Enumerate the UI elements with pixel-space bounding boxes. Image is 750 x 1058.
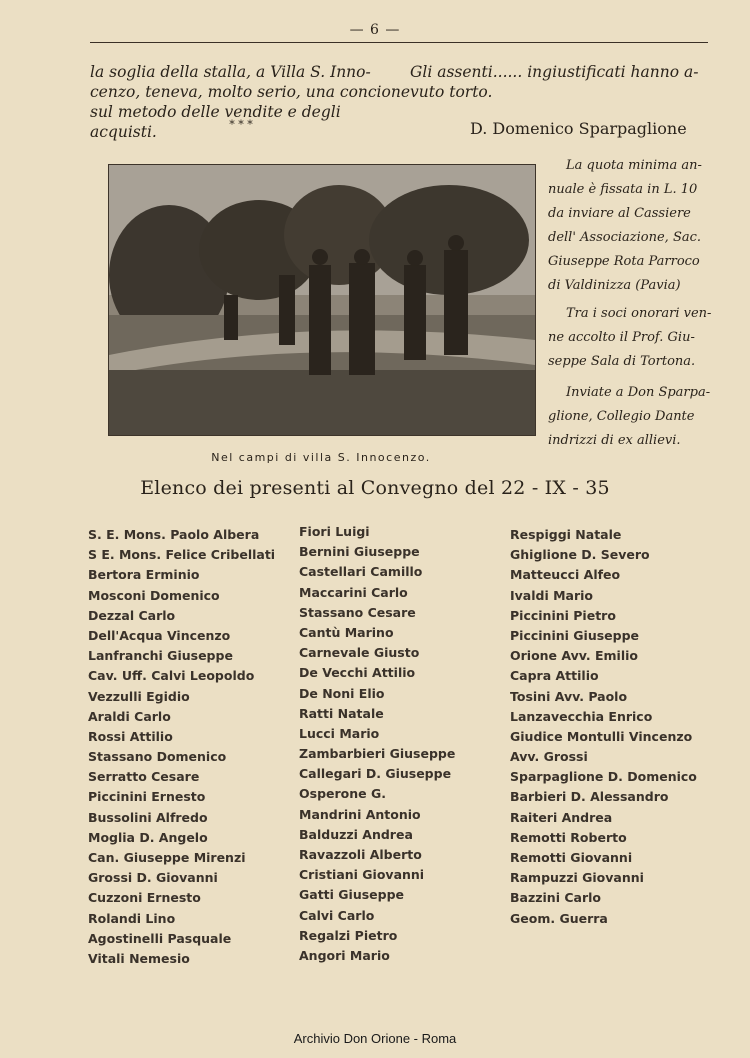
signature: D. Domenico Sparpaglione xyxy=(470,119,687,138)
list-item: Matteucci Alfeo xyxy=(510,567,621,583)
list-item: Can. Giuseppe Mirenzi xyxy=(88,850,246,865)
photo-caption: Nel campi di villa S. Innocenzo. xyxy=(211,451,431,464)
list-item: Rossi Attilio xyxy=(88,728,173,744)
names-column-1 xyxy=(88,525,275,969)
list-item: Moglia D. Angelo xyxy=(88,829,208,845)
list-heading: Elenco dei presenti al Convegno del 22 - IX - 35 xyxy=(140,477,610,499)
list-item: Lanzavecchia Enrico xyxy=(510,708,653,724)
list-item: Zambarbieri Giuseppe xyxy=(299,746,456,762)
list-item: Geom. Guerra xyxy=(510,910,608,926)
list-item: Vitali Nemesio xyxy=(88,950,190,966)
header-rule xyxy=(90,42,708,43)
list-item: Calvi Carlo xyxy=(299,907,375,923)
list-item: Barbieri D. Alessandro xyxy=(510,789,669,805)
text-line: dell' Associazione, Sac. xyxy=(548,230,702,245)
names-column-2 xyxy=(299,522,455,966)
list-item: De Noni Elio xyxy=(299,685,385,701)
text-line: sul metodo delle vendite e degli acquisti. xyxy=(90,103,341,141)
list-item: Bernini Giuseppe xyxy=(299,544,420,560)
text-line: Inviate a Don Sparpa- xyxy=(566,385,711,400)
list-item: Ravazzoli Alberto xyxy=(299,847,422,862)
list-item: Grossi D. Giovanni xyxy=(88,870,218,886)
list-item: Bertora Erminio xyxy=(88,567,200,583)
list-item: Giudice Montulli Vincenzo xyxy=(510,728,693,744)
list-item: Tosini Avv. Paolo xyxy=(510,688,628,704)
side-note-paragraph xyxy=(548,302,713,374)
list-item: Lanfranchi Giuseppe xyxy=(88,648,233,664)
list-item: Avv. Grossi xyxy=(510,749,588,765)
text-line: ne accolto il Prof. Giu- xyxy=(548,330,695,345)
list-item: Dell'Acqua Vincenzo xyxy=(88,627,231,643)
list-item: De Vecchi Attilio xyxy=(299,665,416,681)
text-line: vuto torto. xyxy=(410,83,493,101)
list-item: Stassano Domenico xyxy=(88,749,227,765)
text-line: la soglia della stalla, a Villa S. Inno- xyxy=(90,63,371,81)
list-item: Remotti Roberto xyxy=(510,829,627,845)
list-item: Gatti Giuseppe xyxy=(299,887,405,903)
side-note xyxy=(548,154,713,298)
list-item: Angori Mario xyxy=(299,947,390,963)
list-item: Bussolini Alfredo xyxy=(88,809,208,825)
list-item: Carnevale Giusto xyxy=(299,645,420,661)
list-item: Orione Avv. Emilio xyxy=(510,648,639,664)
page-number: — 6 — xyxy=(349,22,401,38)
list-item: Cristiani Giovanni xyxy=(299,867,425,883)
list-item: Mandrini Antonio xyxy=(299,806,421,822)
list-item: Vezzulli Egidio xyxy=(88,688,190,704)
list-item: Stassano Cesare xyxy=(299,604,416,620)
text-line: La quota minima an- xyxy=(566,158,702,173)
list-item: S E. Mons. Felice Cribellati xyxy=(88,547,276,563)
text-line: nuale è fissata in L. 10 xyxy=(548,182,698,197)
list-item: Balduzzi Andrea xyxy=(299,826,413,842)
text-line: glione, Collegio Dante xyxy=(548,409,695,424)
list-item: Osperone G. xyxy=(299,786,386,802)
text-line: indrizzi di ex allievi. xyxy=(548,433,681,448)
text-line: seppe Sala di Tortona. xyxy=(548,354,696,369)
side-note-paragraph xyxy=(548,154,713,298)
list-item: S. E. Mons. Paolo Albera xyxy=(88,527,260,542)
list-item: Piccinini Pietro xyxy=(510,607,616,623)
list-item: Sparpaglione D. Domenico xyxy=(510,769,697,785)
list-item: Maccarini Carlo xyxy=(299,584,408,600)
side-note xyxy=(548,381,713,453)
list-item: Cav. Uff. Calvi Leopoldo xyxy=(88,668,255,684)
list-item: Callegari D. Giuseppe xyxy=(299,766,452,782)
text-line: Gli assenti...... ingiustificati hanno a- xyxy=(410,63,699,81)
list-item: Piccinini Giuseppe xyxy=(510,627,640,643)
list-item: Bazzini Carlo xyxy=(510,890,601,906)
list-item: Capra Attilio xyxy=(510,668,599,684)
list-item: Cantù Marino xyxy=(299,624,394,640)
list-item: Raiteri Andrea xyxy=(510,809,613,825)
list-item: Dezzal Carlo xyxy=(88,607,176,623)
text-line: di Valdinizza (Pavia) xyxy=(548,278,681,293)
list-item: Agostinelli Pasquale xyxy=(88,930,232,946)
list-item: Lucci Mario xyxy=(299,725,380,741)
side-note xyxy=(548,302,713,374)
list-item: Remotti Giovanni xyxy=(510,850,633,865)
names-column-3 xyxy=(510,525,697,929)
text-line: Tra i soci onorari ven- xyxy=(566,306,712,321)
list-item: Ivaldi Mario xyxy=(510,587,594,603)
list-item: Piccinini Ernesto xyxy=(88,789,206,805)
list-item: Araldi Carlo xyxy=(88,708,171,724)
photo-illustration xyxy=(109,165,535,435)
list-item: Rolandi Lino xyxy=(88,910,176,926)
photo xyxy=(108,164,536,436)
list-item: Castellari Camillo xyxy=(299,564,423,580)
archive-footer: Archivio Don Orione - Roma xyxy=(293,1031,457,1046)
text-line: da inviare al Cassiere xyxy=(548,206,691,221)
list-item: Regalzi Pietro xyxy=(299,927,398,943)
list-item: Mosconi Domenico xyxy=(88,587,220,603)
text-line: cenzo, teneva, molto serio, una concione xyxy=(90,83,411,101)
side-note-paragraph xyxy=(548,381,713,453)
list-item: Ratti Natale xyxy=(299,705,384,721)
list-item: Cuzzoni Ernesto xyxy=(88,890,201,906)
right-column-text xyxy=(410,62,715,102)
text-line: Giuseppe Rota Parroco xyxy=(548,254,700,269)
list-item: Fiori Luigi xyxy=(299,524,370,539)
list-item: Respiggi Natale xyxy=(510,527,622,542)
separator-stars: * * * xyxy=(229,118,253,131)
list-item: Ghiglione D. Severo xyxy=(510,547,650,563)
list-item: Serratto Cesare xyxy=(88,769,200,785)
list-item: Rampuzzi Giovanni xyxy=(510,870,644,886)
